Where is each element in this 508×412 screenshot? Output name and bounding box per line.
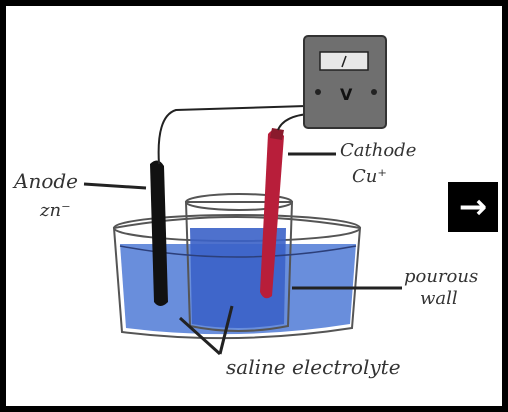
anode-pointer bbox=[84, 184, 146, 188]
cathode-subscript: Cu⁺ bbox=[352, 166, 387, 187]
wall-label: pourous bbox=[404, 266, 479, 287]
cathode-clip bbox=[270, 128, 284, 140]
voltmeter-body bbox=[304, 36, 386, 128]
next-button[interactable] bbox=[448, 182, 498, 232]
diagram-canvas bbox=[6, 6, 502, 406]
voltmeter-symbol: V bbox=[340, 85, 353, 104]
voltmeter-terminal-right bbox=[371, 89, 377, 95]
electrochemical-cell-diagram bbox=[6, 6, 502, 406]
electrolyte-label: saline electrolyte bbox=[226, 355, 401, 379]
voltmeter bbox=[304, 36, 386, 128]
anode-subscript: zn⁻ bbox=[40, 200, 71, 221]
wall-sublabel: wall bbox=[420, 288, 458, 309]
arrow-right-icon: → bbox=[458, 187, 488, 227]
cathode-label: Cathode bbox=[340, 140, 417, 161]
voltmeter-terminal-left bbox=[315, 89, 321, 95]
anode-label: Anode bbox=[14, 169, 79, 193]
